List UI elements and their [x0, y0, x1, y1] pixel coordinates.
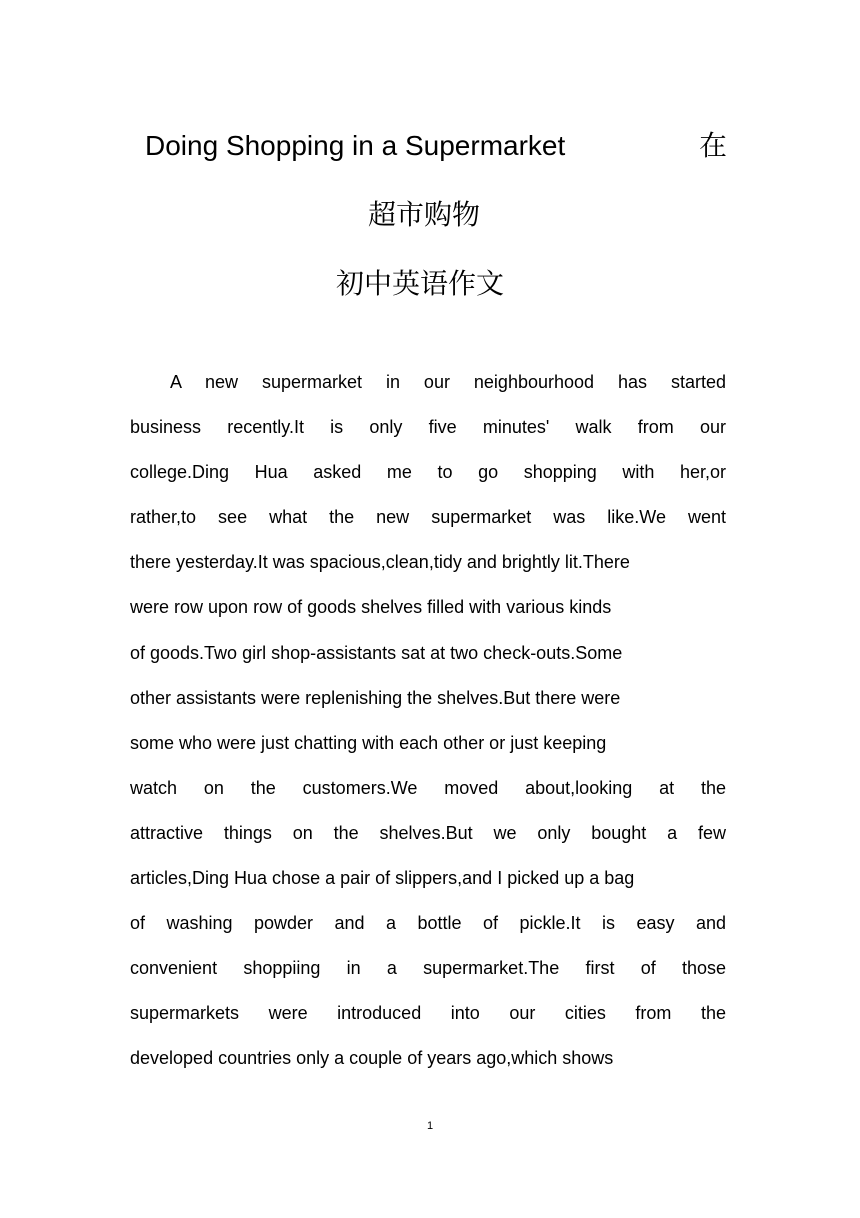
page-number: 1: [426, 1120, 434, 1132]
body-line: developed countries only a couple of years ago,which shows: [130, 1048, 614, 1069]
body-line: supermarkets were introduced into our cities from the: [130, 1003, 726, 1024]
title-chinese-part-1: 在: [698, 129, 727, 162]
body-line: convenient shoppiing in a supermarket.The first of those: [130, 958, 726, 979]
body-line: of goods.Two girl shop-assistants sat at two check-outs.Some: [130, 642, 623, 663]
body-line: rather,to see what the new supermarket was like.We went: [130, 507, 726, 528]
body-line: articles,Ding Hua chose a pair of slippers,and I picked up a bag: [130, 868, 635, 889]
title-chinese-part-2: 超市购物: [367, 198, 480, 231]
body-line: there yesterday.It was spacious,clean,tidy and brightly lit.There: [130, 552, 630, 573]
essay-body: [130, 360, 726, 1082]
body-line: other assistants were replenishing the shelves.But there were: [130, 687, 621, 708]
body-line: A new supermarket in our neighbourhood has started: [170, 372, 726, 392]
title-english: Doing Shopping in a Supermarket: [145, 130, 566, 161]
body-line: some who were just chatting with each other or just keeping: [130, 732, 607, 753]
body-line: attractive things on the shelves.But we only bought a few: [130, 822, 726, 843]
title-chinese-part-3: 初中英语作文: [335, 267, 504, 300]
body-line: business recently.It is only five minutes' walk from our: [130, 417, 726, 438]
body-line: of washing powder and a bottle of pickle.It is easy and: [130, 913, 726, 934]
body-line: watch on the customers.We moved about,looking at the: [130, 777, 726, 798]
title-line-1: [145, 126, 727, 166]
body-line: were row upon row of goods shelves filled with various kinds: [130, 597, 612, 618]
body-line: college.Ding Hua asked me to go shopping with her,or: [130, 462, 726, 483]
